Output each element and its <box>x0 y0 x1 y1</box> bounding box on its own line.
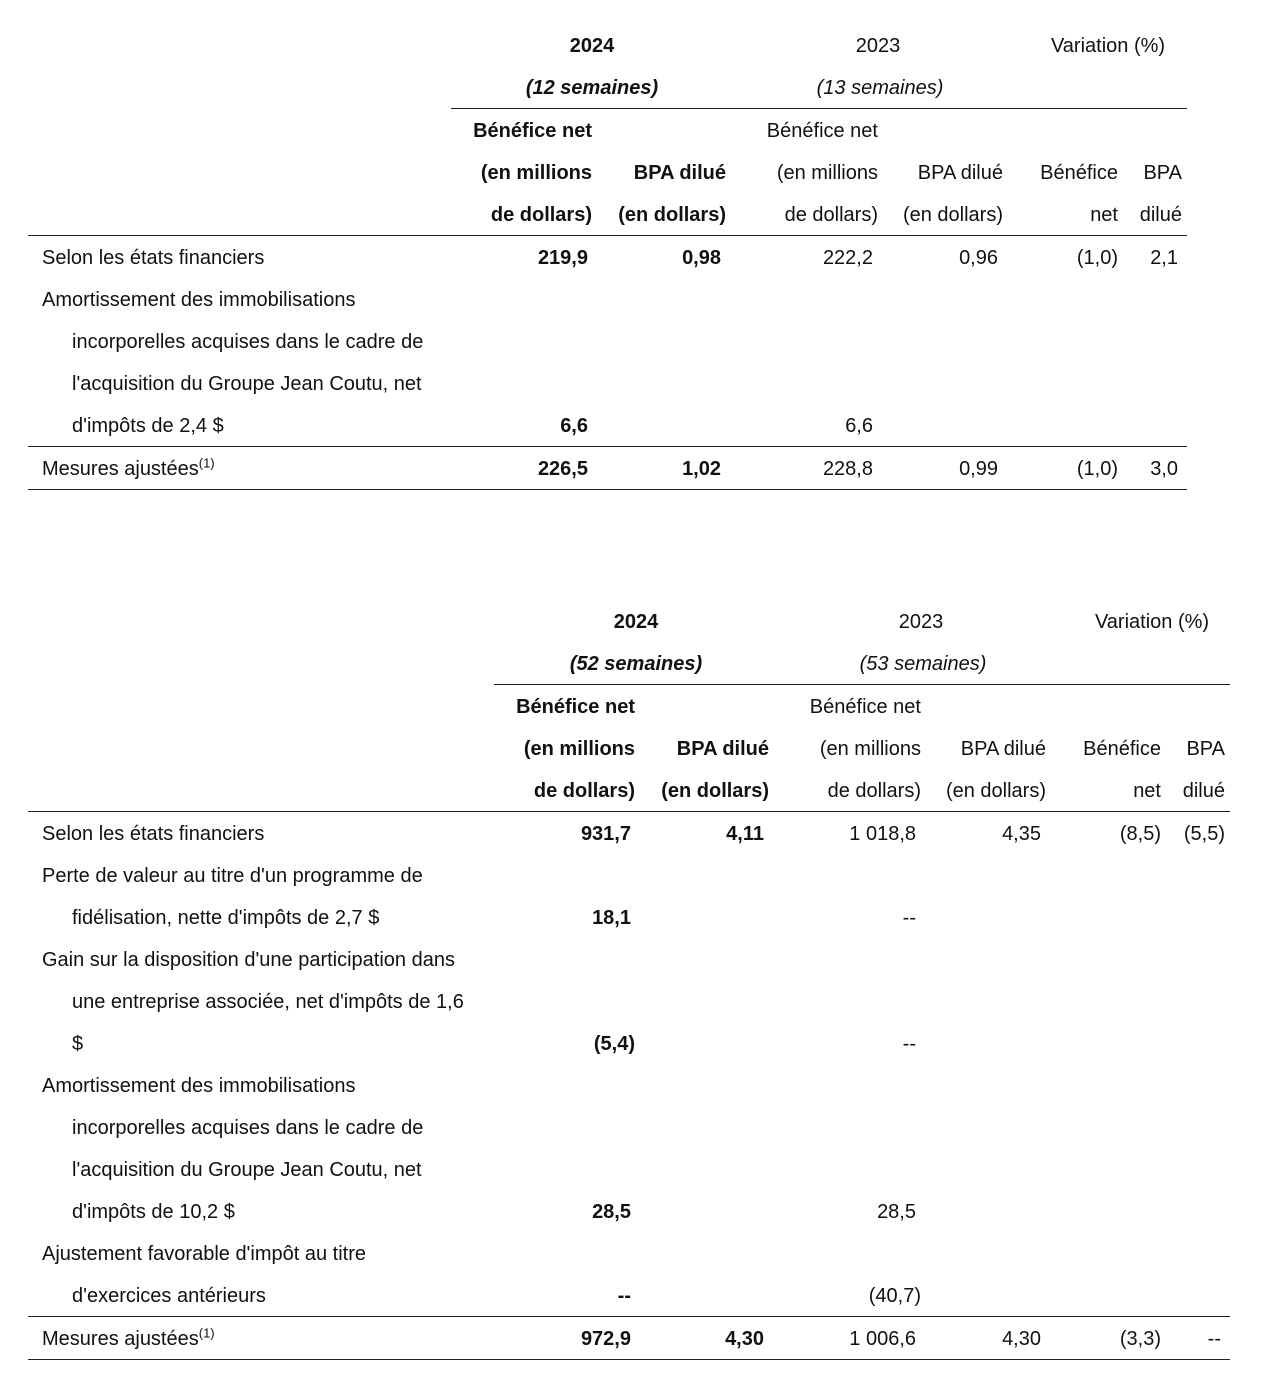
t1-row1-bpa-2023: 0,96 <box>959 247 998 269</box>
t1-row3-footnote-ref: (1) <box>198 455 215 471</box>
t1-header-2024: 2024 <box>569 35 615 57</box>
t2-row6-net-2023: 1 006,6 <box>849 1328 916 1350</box>
t1-col-bpa-2023-l1: BPA dilué <box>917 162 1003 184</box>
t1-col-bpa-2023-l2: (en dollars) <box>902 204 1003 226</box>
t2-row6-label-text: Mesures ajustées <box>42 1328 199 1350</box>
t1-col-var-bpa-l2: dilué <box>1139 204 1182 226</box>
t2-col-var-bpa-l1: BPA <box>1186 738 1225 760</box>
t2-row2-label-l1: Perte de valeur au titre d'un programme de <box>42 865 423 887</box>
t2-row5-label-l1: Ajustement favorable d'impôt au titre <box>42 1243 366 1265</box>
t2-col-bpa-2023-l2: (en dollars) <box>945 780 1046 802</box>
t2-row1-net-2024: 931,7 <box>580 823 631 845</box>
t1-body-top-rule <box>28 235 1187 236</box>
t1-row3-label <box>42 457 215 481</box>
t2-row5-label-l2: d'exercices antérieurs <box>72 1285 266 1307</box>
t2-header-2023: 2023 <box>898 611 944 633</box>
t2-row3-label-l1: Gain sur la disposition d'une participation dans <box>42 949 455 971</box>
t1-col-var-bpa-l1: BPA <box>1143 162 1182 184</box>
t2-row5-net-2024: -- <box>617 1285 631 1307</box>
t2-col-var-bpa-l2: dilué <box>1182 780 1225 802</box>
t1-row3-net-2024: 226,5 <box>537 458 588 480</box>
t2-row6-net-2024: 972,9 <box>580 1328 631 1350</box>
t1-col-net-2023-l3: de dollars) <box>784 204 878 226</box>
t2-header-variation: Variation (%) <box>1094 611 1210 633</box>
t2-row1-var-bpa: (5,5) <box>1183 823 1225 845</box>
t1-col-net-2023-l1: Bénéfice net <box>766 120 878 142</box>
t2-row6-bpa-2023: 4,30 <box>1002 1328 1041 1350</box>
t2-row4-net-2023: 28,5 <box>877 1201 916 1223</box>
t1-row3-net-2023: 228,8 <box>822 458 873 480</box>
t2-bottom-rule <box>28 1359 1230 1360</box>
t2-total-top-rule <box>28 1316 1230 1317</box>
t1-weeks-2023: (13 semaines) <box>816 77 944 99</box>
t1-col-net-2024-l2: (en millions <box>480 162 592 184</box>
t1-row3-var-net: (1,0) <box>1076 458 1118 480</box>
t1-row2-label-l1: Amortissement des immobilisations <box>42 289 356 311</box>
t2-row2-net-2024: 18,1 <box>592 907 631 929</box>
t2-row6-var-bpa: -- <box>1207 1328 1221 1350</box>
t1-row2-label-l4: d'impôts de 2,4 $ <box>72 415 224 437</box>
t2-row6-footnote-ref: (1) <box>198 1325 215 1341</box>
t2-row1-bpa-2024: 4,11 <box>726 823 764 845</box>
t1-row1-net-2023: 222,2 <box>822 247 873 269</box>
t2-col-bpa-2024-l2: (en dollars) <box>661 780 769 802</box>
t1-row3-bpa-2023: 0,99 <box>959 458 998 480</box>
t1-row3-var-bpa: 3,0 <box>1150 458 1178 480</box>
t2-col-bpa-2023-l1: BPA dilué <box>960 738 1046 760</box>
t2-weeks-2023: (53 semaines) <box>859 653 987 675</box>
t1-header-2023: 2023 <box>855 35 901 57</box>
t2-col-var-net-l2: net <box>1133 780 1161 802</box>
t1-col-var-net-l2: net <box>1090 204 1118 226</box>
t1-row2-net-2024: 6,6 <box>560 415 588 437</box>
t2-row3-label-l2: une entreprise associée, net d'impôts de 1,6 <box>72 991 464 1013</box>
t1-row1-net-2024: 219,9 <box>537 247 588 269</box>
t1-col-net-2024-l3: de dollars) <box>490 204 592 226</box>
t2-row4-net-2024: 28,5 <box>592 1201 631 1223</box>
t1-col-net-2023-l2: (en millions <box>776 162 878 184</box>
t1-row2-label-l2: incorporelles acquises dans le cadre de <box>72 331 424 353</box>
t1-header-variation: Variation (%) <box>1050 35 1166 57</box>
t2-row4-label-l3: l'acquisition du Groupe Jean Coutu, net <box>72 1159 422 1181</box>
t1-row2-label-l3: l'acquisition du Groupe Jean Coutu, net <box>72 373 422 395</box>
t2-row3-net-2023: -- <box>902 1033 916 1055</box>
t2-col-var-net-l1: Bénéfice <box>1083 738 1161 760</box>
t2-header-rule <box>494 684 1230 685</box>
t1-row1-label: Selon les états financiers <box>42 247 265 269</box>
t2-row4-label-l2: incorporelles acquises dans le cadre de <box>72 1117 424 1139</box>
t2-weeks-2024: (52 semaines) <box>569 653 703 675</box>
t2-row1-label: Selon les états financiers <box>42 823 265 845</box>
t1-row3-bpa-2024: 1,02 <box>682 458 721 480</box>
t2-col-bpa-2024-l1: BPA dilué <box>676 738 769 760</box>
t1-row1-bpa-2024: 0,98 <box>682 247 721 269</box>
t2-row3-label-l3: $ <box>72 1033 84 1055</box>
t2-row2-net-2023: -- <box>902 907 916 929</box>
t2-row3-net-2024: (5,4) <box>593 1033 635 1055</box>
t2-row4-label-l4: d'impôts de 10,2 $ <box>72 1201 235 1223</box>
t2-col-net-2024-l2: (en millions <box>523 738 635 760</box>
t2-row1-net-2023: 1 018,8 <box>849 823 916 845</box>
t1-row2-net-2023: 6,6 <box>845 415 873 437</box>
t2-col-net-2023-l2: (en millions <box>819 738 921 760</box>
t2-col-net-2023-l1: Bénéfice net <box>809 696 921 718</box>
t2-header-2024: 2024 <box>613 611 659 633</box>
t2-row1-bpa-2023: 4,35 <box>1002 823 1041 845</box>
t2-row4-label-l1: Amortissement des immobilisations <box>42 1075 356 1097</box>
t2-row6-var-net: (3,3) <box>1119 1328 1161 1350</box>
t2-row2-label-l2: fidélisation, nette d'impôts de 2,7 $ <box>72 907 380 929</box>
t2-body-top-rule <box>28 811 1230 812</box>
t1-total-top-rule <box>28 446 1187 447</box>
t2-row1-var-net: (8,5) <box>1119 823 1161 845</box>
t1-col-var-net-l1: Bénéfice <box>1040 162 1118 184</box>
t1-col-net-2024-l1: Bénéfice net <box>473 120 592 142</box>
t1-row3-label-text: Mesures ajustées <box>42 458 199 480</box>
t1-col-bpa-2024-l1: BPA dilué <box>633 162 726 184</box>
t1-row1-var-bpa: 2,1 <box>1150 247 1178 269</box>
t2-row6-bpa-2024: 4,30 <box>725 1328 764 1350</box>
t1-col-bpa-2024-l2: (en dollars) <box>618 204 726 226</box>
t2-col-net-2023-l3: de dollars) <box>827 780 921 802</box>
t2-row6-label <box>42 1327 215 1351</box>
t2-col-net-2024-l1: Bénéfice net <box>516 696 635 718</box>
t1-row1-var-net: (1,0) <box>1076 247 1118 269</box>
t1-bottom-rule <box>28 489 1187 490</box>
t2-row5-net-2023: (40,7) <box>868 1285 921 1307</box>
t1-weeks-2024: (12 semaines) <box>525 77 659 99</box>
t2-col-net-2024-l3: de dollars) <box>533 780 635 802</box>
t1-header-rule <box>451 108 1187 109</box>
